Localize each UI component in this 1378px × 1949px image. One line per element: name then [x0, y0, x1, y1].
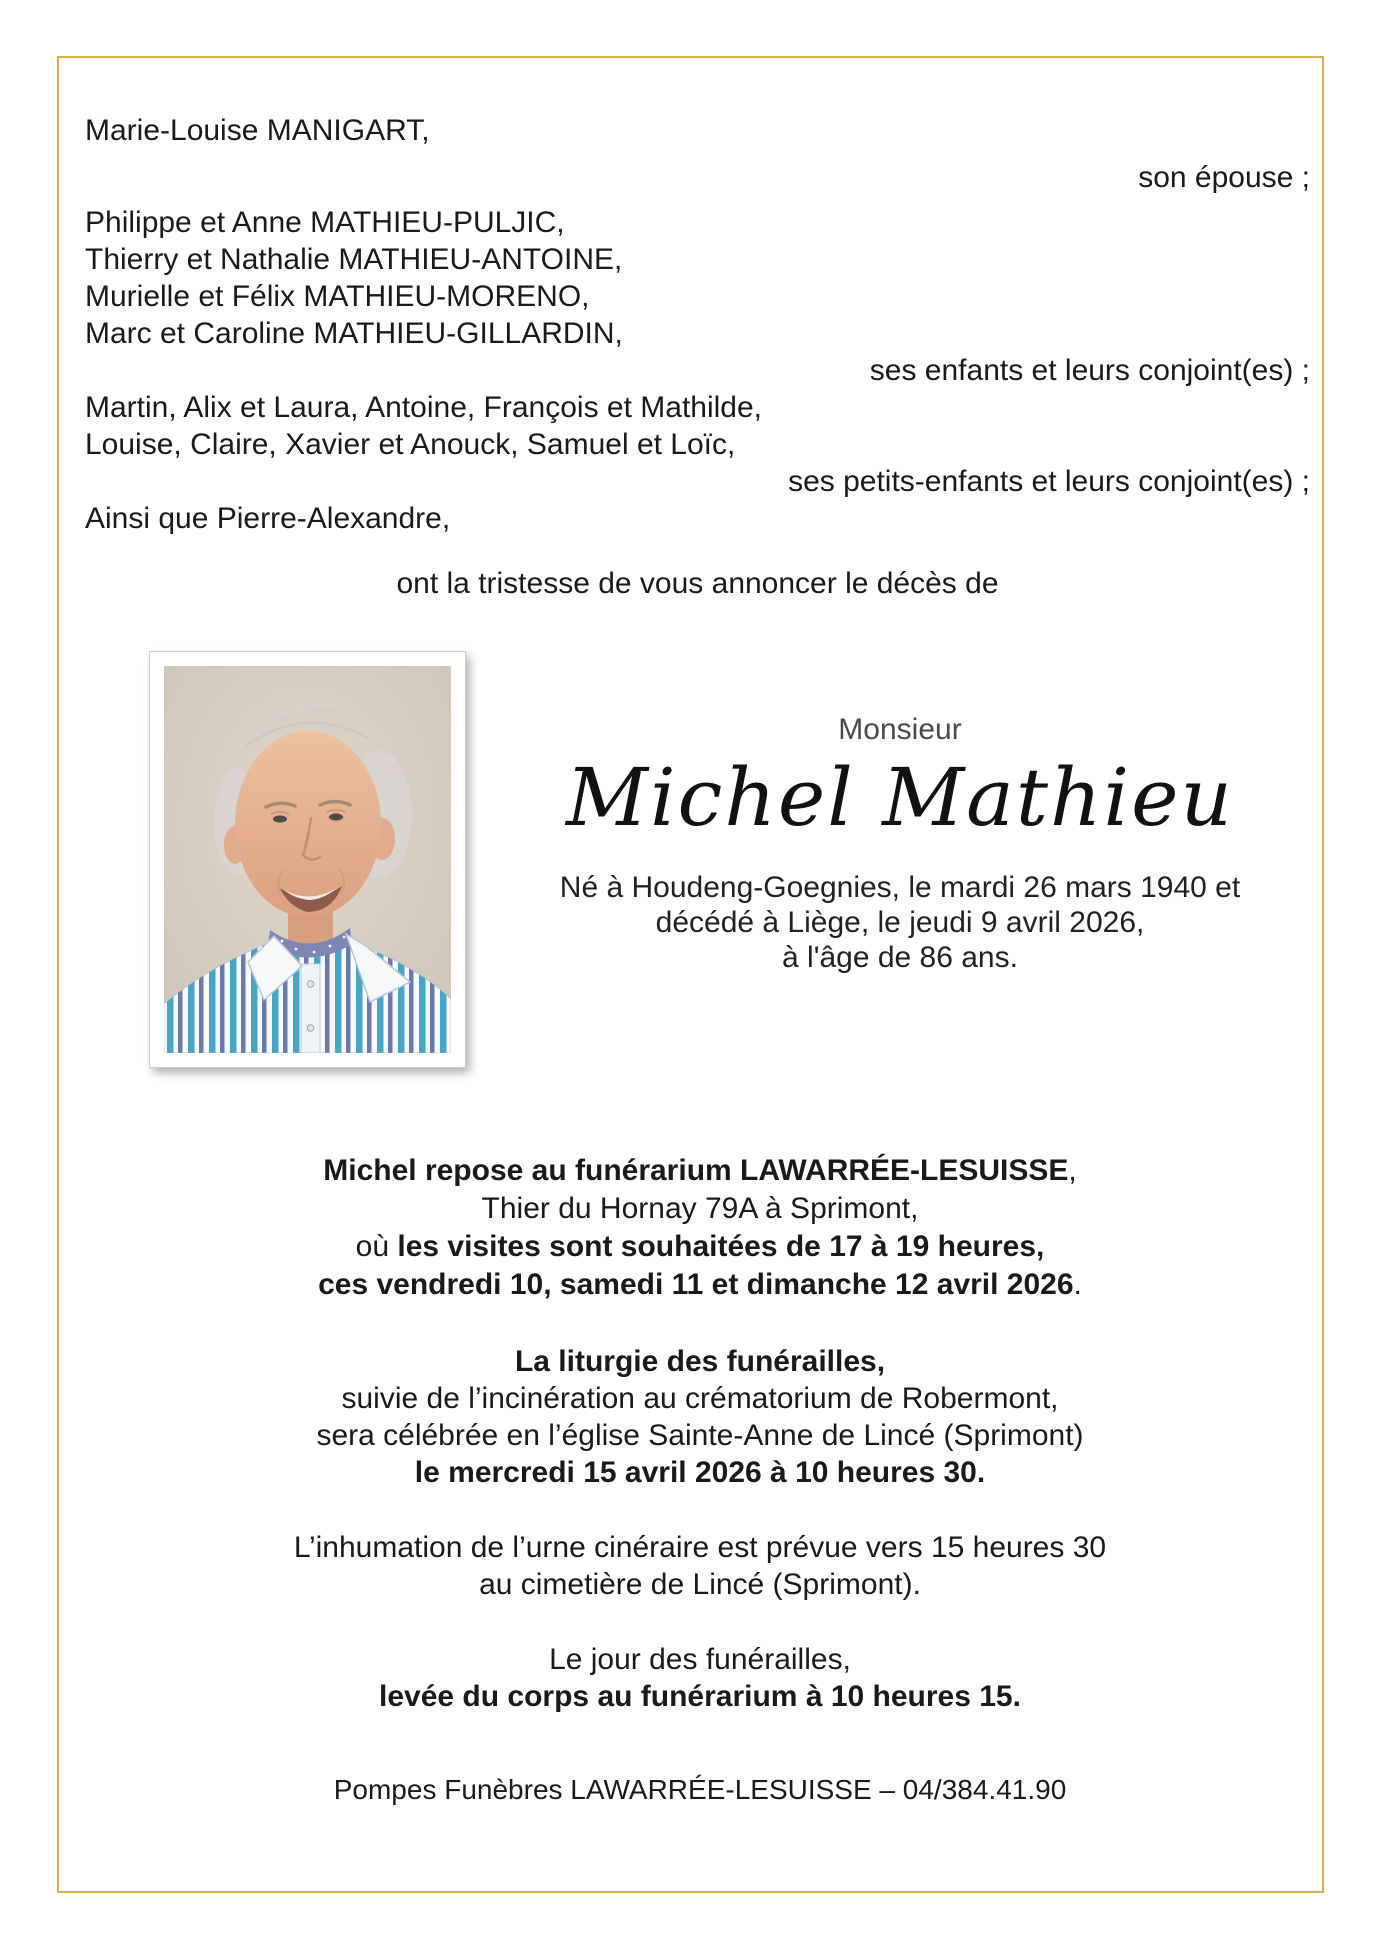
liturgy-info: [85, 1343, 1315, 1491]
death-line: décédé à Liège, le jeudi 9 avril 2026,: [655, 906, 1145, 939]
liturgy-line: suivie de l’incinération au crématorium de Robermont,: [341, 1382, 1059, 1415]
inhumation-line: au cimetière de Lincé (Sprimont).: [479, 1568, 921, 1601]
text-segment: Michel repose au funérarium LAWARRÉE-LESUISSE: [323, 1154, 1069, 1187]
inhumation-info: [85, 1529, 1315, 1603]
text-segment: Thier du Hornay 79A à Sprimont,: [481, 1192, 919, 1225]
text-segment: les visites sont souhaitées de 17 à 19 heures,: [397, 1230, 1045, 1263]
relation-label: son épouse ;: [1138, 161, 1310, 194]
relative-line: Murielle et Félix MATHIEU-MORENO,: [85, 280, 590, 313]
inhumation-line: L’inhumation de l’urne cinéraire est prévue vers 15 heures 30: [293, 1531, 1107, 1564]
deceased-identity: [480, 712, 1320, 975]
relative-line: Thierry et Nathalie MATHIEU-ANTOINE,: [85, 243, 623, 276]
relatives-list: [85, 112, 1310, 537]
visitation-line: [85, 1152, 1315, 1190]
funeral-day-line: levée du corps au funérarium à 10 heures 15.: [379, 1680, 1021, 1713]
relative-line: Marie-Louise MANIGART,: [85, 114, 430, 147]
deceased-name: Michel Mathieu: [566, 751, 1234, 844]
portrait-illustration: [164, 666, 451, 1053]
civility-title: Monsieur: [838, 713, 962, 746]
funeral-home-contact: Pompes Funèbres LAWARRÉE-LESUISSE – 04/384.41.90: [333, 1774, 1067, 1805]
liturgy-line: le mercredi 15 avril 2026 à 10 heures 30.: [414, 1456, 986, 1489]
funeral-day-line: Le jour des funérailles,: [549, 1643, 851, 1676]
liturgy-line: sera célébrée en l’église Sainte-Anne de Lincé (Sprimont): [316, 1419, 1084, 1452]
text-segment: .: [1073, 1268, 1082, 1301]
relative-line: Philippe et Anne MATHIEU-PULJIC,: [85, 206, 565, 239]
text-segment: où: [355, 1230, 398, 1263]
birth-death-dates: [480, 870, 1320, 975]
birth-line: Né à Houdeng-Goegnies, le mardi 26 mars 1940 et: [559, 871, 1241, 904]
announcement-line: ont la tristesse de vous annoncer le décès de: [396, 567, 999, 600]
liturgy-line: La liturgie des funérailles,: [514, 1345, 886, 1378]
visitation-info: [85, 1152, 1315, 1304]
text-segment: ,: [1068, 1154, 1077, 1187]
relative-line: Martin, Alix et Laura, Antoine, François et Mathilde,: [85, 391, 763, 424]
relative-line: Ainsi que Pierre-Alexandre,: [85, 502, 451, 535]
relation-label: ses petits-enfants et leurs conjoint(es) ;: [788, 465, 1310, 498]
funeral-day-info: [85, 1641, 1315, 1715]
visitation-line: [85, 1190, 1315, 1228]
visitation-line: [85, 1266, 1315, 1304]
age-line: à l'âge de 86 ans.: [782, 941, 1018, 974]
relation-label: ses enfants et leurs conjoint(es) ;: [869, 354, 1310, 387]
relative-line: Louise, Claire, Xavier et Anouck, Samuel et Loïc,: [85, 428, 736, 461]
portrait-photo: [149, 651, 466, 1068]
text-segment: ces vendredi 10, samedi 11 et dimanche 12 avril 2026: [318, 1268, 1074, 1301]
relative-line: Marc et Caroline MATHIEU-GILLARDIN,: [85, 317, 623, 350]
visitation-line: [85, 1228, 1315, 1266]
